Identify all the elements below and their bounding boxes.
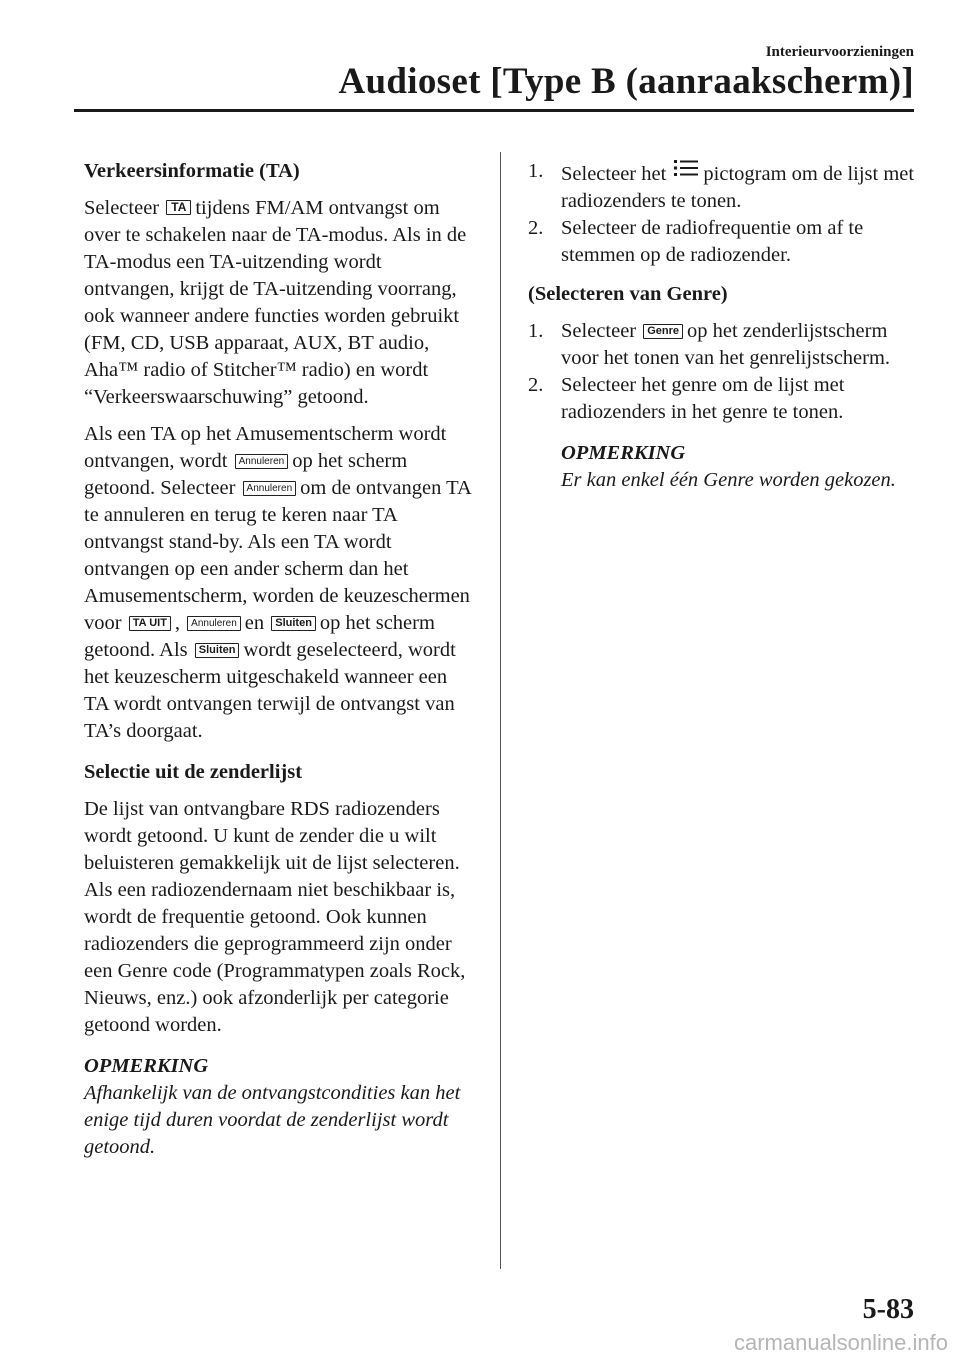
annuleren-button-icon: Annuleren — [243, 481, 297, 496]
step-number: 1. — [528, 160, 544, 182]
steps-list — [528, 158, 920, 269]
text: op het zenderlijstscherm voor het tonen van het genrelijstscherm. — [561, 320, 891, 369]
step-number: 1. — [528, 320, 544, 342]
steps-list — [528, 318, 920, 426]
ta-button-icon: TA — [166, 200, 191, 215]
list-icon — [673, 158, 699, 178]
sluiten-button-icon: Sluiten — [271, 616, 316, 631]
step-number: 2. — [528, 217, 544, 239]
ta-uit-button-icon: TA UIT — [129, 616, 171, 631]
text: Selecteer het — [561, 163, 667, 185]
text: pictogram om de lijst met radiozenders te tonen. — [561, 163, 915, 212]
annuleren-button-icon: Annuleren — [187, 616, 241, 631]
text: tijdens FM/AM ontvangst om over te schakelen naar de TA-modus. Als in de TA-modus een TA-uitzending wordt ontvangen, krijgt de TA-uitzending voorrang, ook wanneer andere functies worden gebruikt (FM, CD, USB apparaat, AUX, BT audio, Aha™ radio of Stitcher™ radio) en wordt “Verkeerswaarschuwing” getoond. — [84, 197, 467, 408]
heading-station-list: Selectie uit de zenderlijst — [84, 761, 303, 783]
text: Selecteer — [561, 320, 637, 342]
genre-button-icon: Genre — [643, 324, 683, 339]
page-number: 5-83 — [862, 1294, 914, 1325]
note — [528, 440, 920, 494]
text: wordt geselecteerd, wordt het keuzescherm uitgeschakeld wanneer een TA wordt ontvangen terwijl de ontvangst van TA’s doorgaat. — [84, 639, 456, 742]
page-title: Audioset [Type B (aanraakscherm)] — [338, 61, 914, 102]
heading-genre-selection: (Selecteren van Genre) — [528, 283, 728, 305]
watermark: carmanualsonline.info — [733, 1330, 948, 1355]
paragraph-ta-screen — [84, 421, 474, 745]
section-label: Interieurvoorzieningen — [765, 44, 914, 60]
text: om de ontvangen TA te annuleren en terug te keren naar TA ontvangst stand-by. Als een TA wordt ontvangen op een ander scherm dan het Amusementscherm, worden de keuzeschermen voor — [84, 477, 471, 634]
header-rule — [74, 109, 914, 112]
list-item — [528, 318, 920, 372]
note-label: OPMERKING — [561, 442, 686, 464]
text: Selecteer — [84, 197, 160, 219]
text: Selecteer de radiofrequentie om af te stemmen op de radiozender. — [561, 217, 864, 266]
text: en — [244, 612, 265, 634]
text: Selecteer het genre om de lijst met radiozenders in het genre te tonen. — [561, 374, 845, 423]
note-label: OPMERKING — [84, 1055, 209, 1077]
text: op het scherm getoond. Als — [84, 612, 435, 661]
list-item — [528, 215, 920, 269]
text: op het scherm getoond. Selecteer — [84, 450, 408, 499]
text: Als een TA op het Amusementscherm wordt ontvangen, wordt — [84, 423, 447, 472]
note-body: Afhankelijk van de ontvangstcondities kan het enige tijd duren voordat de zenderlijst wordt getoond. — [84, 1082, 461, 1158]
text: , — [174, 612, 181, 634]
list-item — [528, 372, 920, 426]
left-column — [84, 158, 474, 1161]
list-item — [528, 158, 920, 215]
note-body: Er kan enkel één Genre worden gekozen. — [561, 469, 896, 491]
annuleren-button-icon: Annuleren — [235, 454, 289, 469]
step-number: 2. — [528, 374, 544, 396]
paragraph-ta-mode — [84, 195, 474, 411]
paragraph-station-list: De lijst van ontvangbare RDS radiozenders wordt getoond. U kunt de zender die u wilt beluisteren gemakkelijk uit de lijst selecteren. Als een radiozendernaam niet beschikbaar is, wordt de frequentie getoond. Ook kunnen radiozenders die geprogrammeerd zijn onder een Genre code (Programmatypen zoals Rock, Nieuws, enz.) ook afzonderlijk per categorie getoond worden. — [84, 798, 466, 1036]
heading-traffic-info: Verkeersinformatie (TA) — [84, 160, 300, 182]
sluiten-button-icon: Sluiten — [195, 643, 240, 658]
right-column — [528, 158, 920, 494]
column-divider — [500, 152, 501, 1269]
